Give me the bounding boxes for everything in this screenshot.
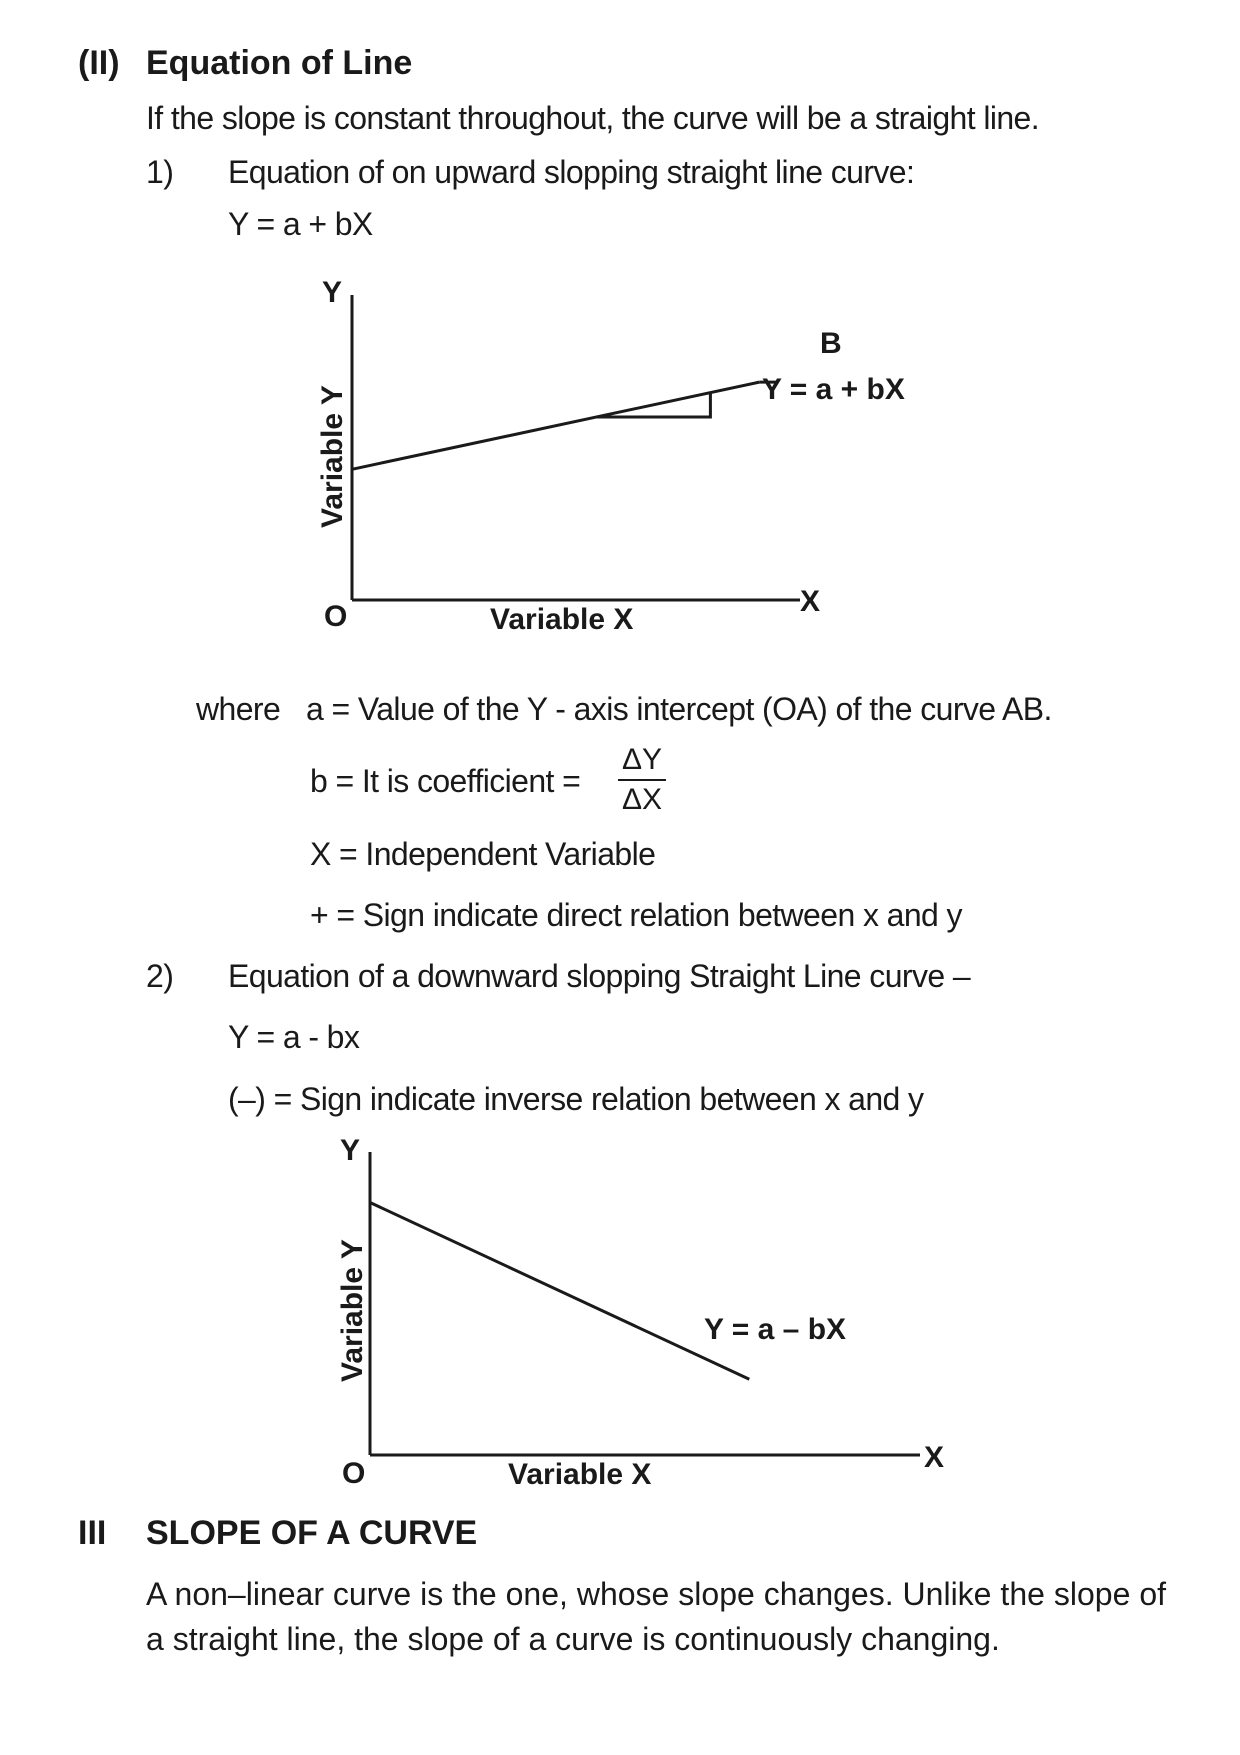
- section-title: Equation of Line: [146, 44, 413, 82]
- item-text: Equation of a downward slopping Straight Line curve –: [228, 958, 971, 994]
- y-axis-end-label: Y: [340, 1134, 361, 1167]
- y-axis-title: Variable Y: [336, 1239, 369, 1382]
- section-title: SLOPE OF A CURVE: [146, 1514, 478, 1552]
- origin-label: O: [324, 600, 348, 633]
- upward-line-chart: [0, 0, 1240, 680]
- b-definition: b = It is coefficient =: [310, 763, 581, 799]
- line-equation-label: Y = a + bX: [762, 373, 905, 406]
- y-axis-end-label: Y: [322, 276, 343, 309]
- plus-definition: + = Sign indicate direct relation between x and y: [310, 897, 962, 933]
- minus-definition: (–) = Sign indicate inverse relation between x and y: [228, 1081, 924, 1117]
- point-b-label: B: [820, 327, 842, 360]
- x-axis-title: Variable X: [490, 603, 634, 636]
- x-definition: X = Independent Variable: [310, 836, 656, 872]
- equation: Y = a + bX: [228, 206, 373, 242]
- x-axis-title: Variable X: [508, 1458, 652, 1491]
- y-axis-title: Variable Y: [316, 385, 349, 528]
- equation: Y = a - bx: [228, 1019, 360, 1055]
- item-number: 2): [146, 958, 174, 994]
- origin-label: O: [342, 1457, 366, 1490]
- series-line: [370, 1203, 749, 1380]
- where-label: where: [196, 691, 281, 727]
- section-number: (II): [78, 44, 120, 82]
- item-text: Equation of on upward slopping straight line curve:: [228, 154, 915, 190]
- downward-line-chart: [0, 1120, 1240, 1520]
- fraction-numerator: ΔY: [618, 743, 666, 781]
- item-number: 1): [146, 154, 174, 190]
- a-definition: a = Value of the Y - axis intercept (OA) of the curve AB.: [306, 691, 1052, 727]
- fraction-denominator: ΔX: [622, 783, 663, 816]
- section-body: A non–linear curve is the one, whose slope changes. Unlike the slope of a straight line, the slope of a curve is continuously changing.: [146, 1576, 1166, 1657]
- x-axis-end-label: X: [800, 585, 821, 618]
- series-line: [352, 382, 759, 469]
- x-axis-end-label: X: [924, 1441, 945, 1474]
- line-equation-label: Y = a – bX: [704, 1313, 847, 1346]
- section-intro: If the slope is constant throughout, the curve will be a straight line.: [146, 100, 1040, 136]
- delta-fraction: [618, 743, 666, 817]
- section-number: III: [78, 1514, 107, 1552]
